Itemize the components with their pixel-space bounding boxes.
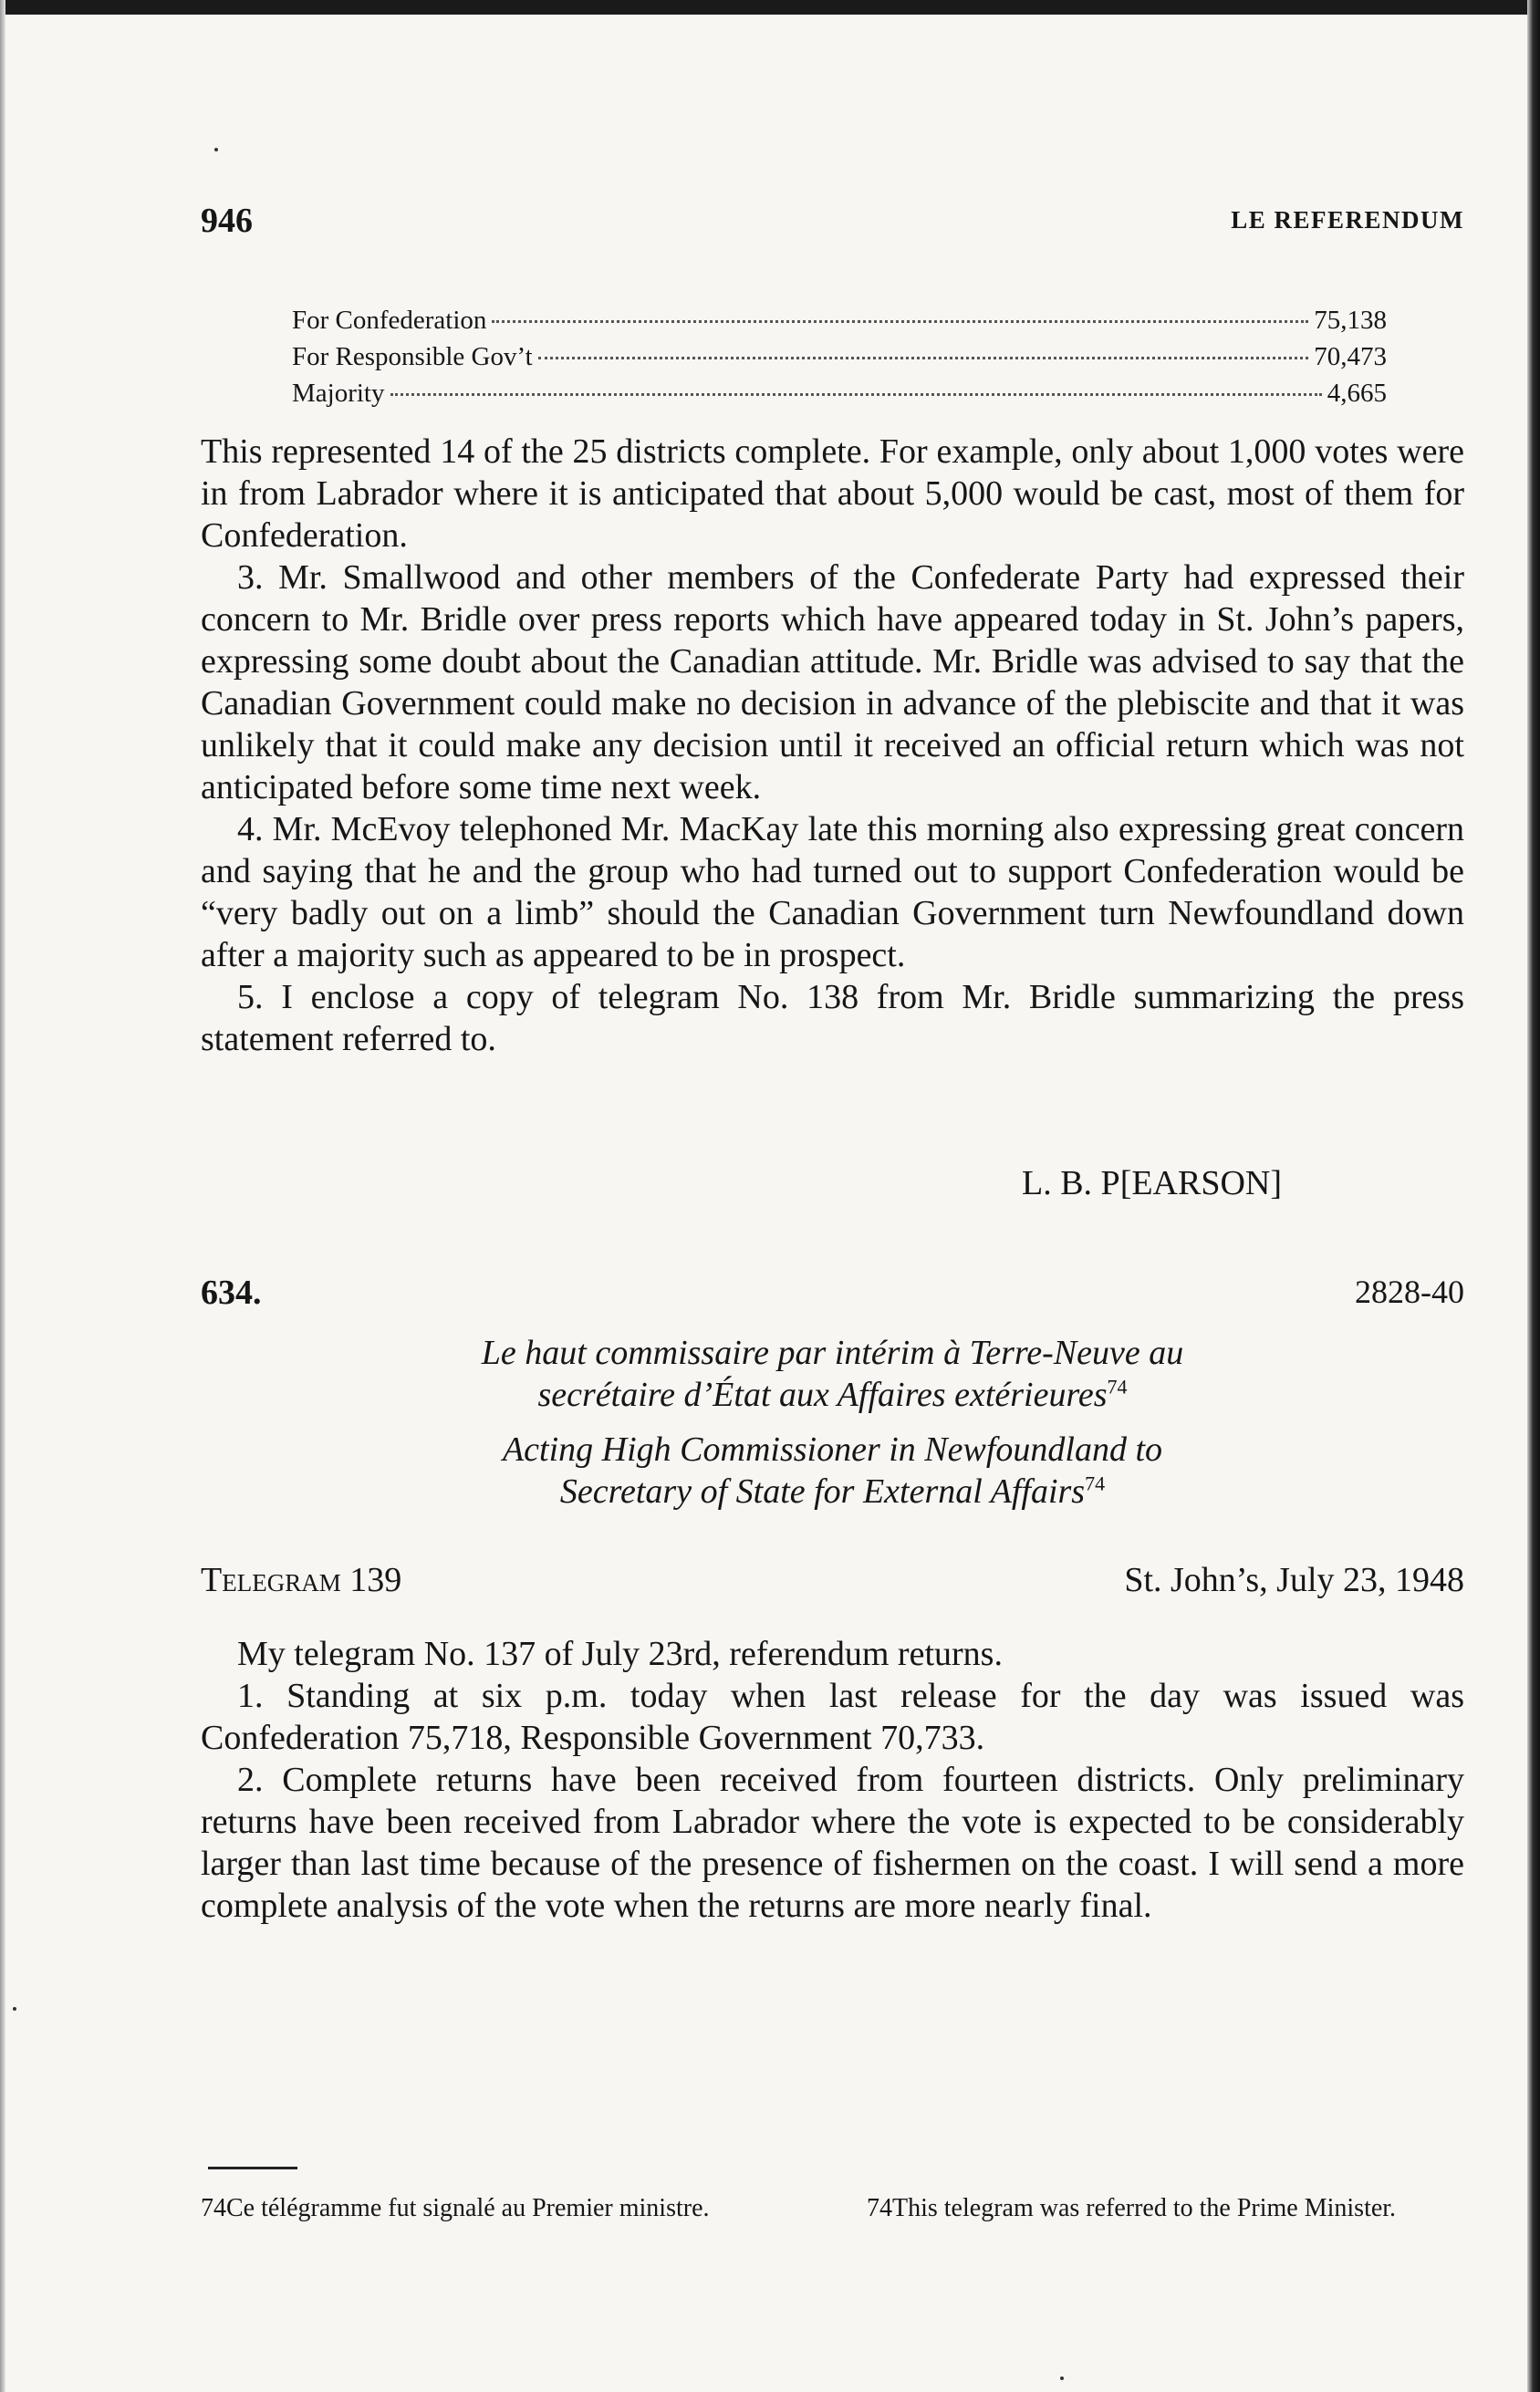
- dot-leader: [390, 393, 1322, 396]
- dot-leader: [492, 320, 1308, 323]
- title-fr-line: Le haut commissaire par intérim à Terre-Neuve au: [481, 1334, 1184, 1372]
- footnote-en: 74This telegram was referred to the Prime Minister.: [867, 2194, 1397, 2222]
- body-text: [201, 431, 1464, 1060]
- telegram-label: Telegram 139: [201, 1561, 402, 1599]
- tally-row-responsible-govt: [292, 342, 1387, 372]
- paragraph: My telegram No. 137 of July 23rd, referendum returns.: [237, 1635, 1003, 1673]
- dot-leader: [538, 357, 1309, 359]
- tally-row-confederation: [292, 306, 1387, 336]
- footnote-marker: 74: [1085, 1472, 1106, 1495]
- tally-value: 70,473: [1314, 342, 1387, 371]
- title-en-line: Acting High Commissioner in Newfoundland to: [502, 1430, 1163, 1469]
- paragraph: 3. Mr. Smallwood and other members of the Confederate Party had expressed their concern to Mr. Bridle over press reports which have appeared today in St. John’s papers, expressing some doubt about the Canadian attitude. Mr. Bridle was advised to say that the Canadian Government could make no decision in advance of the plebiscite and that it was unlikely that it could make any decision until it received an official return which was not anticipated before some time next week.: [201, 558, 1464, 806]
- paragraph: 5. I enclose a copy of telegram No. 138 from Mr. Bridle summarizing the press statement referred to.: [201, 978, 1464, 1058]
- title-fr-line: secrétaire d’État aux Affaires extérieures$^{74}$: [537, 1375, 1128, 1414]
- paragraph: This represented 14 of the 25 districts complete. For example, only about 1,000 votes were in from Labrador where it is anticipated that about 5,000 would be cast, most of them for Confederation.: [201, 432, 1464, 555]
- scan-left-edge: [0, 0, 5, 2392]
- document-title: [338, 1332, 1327, 1513]
- telegram-body: [201, 1633, 1464, 1927]
- tally-label: For Responsible Gov’t: [292, 342, 533, 371]
- tally-value: 4,665: [1327, 379, 1387, 408]
- scan-speck: [13, 2007, 16, 2011]
- tally-label: For Confederation: [292, 306, 487, 335]
- tally-value: 75,138: [1314, 306, 1387, 335]
- file-reference: 2828-40: [1355, 1274, 1464, 1310]
- title-en-line: Secretary of State for External Affairs$^{74}$: [559, 1472, 1106, 1511]
- running-head: LE REFERENDUM: [1231, 206, 1464, 234]
- footnote-fr: 74Ce télégramme fut signalé au Premier ministre.: [201, 2194, 710, 2222]
- footnote-rule: [208, 2167, 297, 2169]
- footnote-marker: 74: [1107, 1375, 1128, 1399]
- paragraph: 1. Standing at six p.m. today when last release for the day was issued was Confederation 75,718, Responsible Government 70,733.: [201, 1677, 1464, 1757]
- scan-right-edge: [1527, 0, 1540, 2392]
- scan-top-edge: [0, 0, 1540, 15]
- place-date: St. John’s, July 23, 1948: [1124, 1561, 1464, 1599]
- paragraph: 4. Mr. McEvoy telephoned Mr. MacKay late this morning also expressing great concern and saying that he and the group who had turned out to support Confederation would be “very badly out on a limb” should the Canadian Government turn Newfoundland down after a majority such as appeared to be in prospect.: [201, 810, 1464, 974]
- scan-speck: [214, 148, 218, 151]
- page-number: 946: [201, 202, 253, 240]
- signature: L. B. P[EARSON]: [1022, 1164, 1283, 1202]
- scan-speck: [1060, 2376, 1064, 2380]
- paragraph: 2. Complete returns have been received from fourteen districts. Only preliminary returns have been received from Labrador where the vote is expected to be considerably larger than last time because of the presence of fishermen on the coast. I will send a more complete analysis of the vote when the returns are more nearly final.: [201, 1761, 1464, 1925]
- document-number: 634.: [201, 1274, 262, 1312]
- tally-label: Majority: [292, 379, 385, 408]
- tally-row-majority: [292, 379, 1387, 409]
